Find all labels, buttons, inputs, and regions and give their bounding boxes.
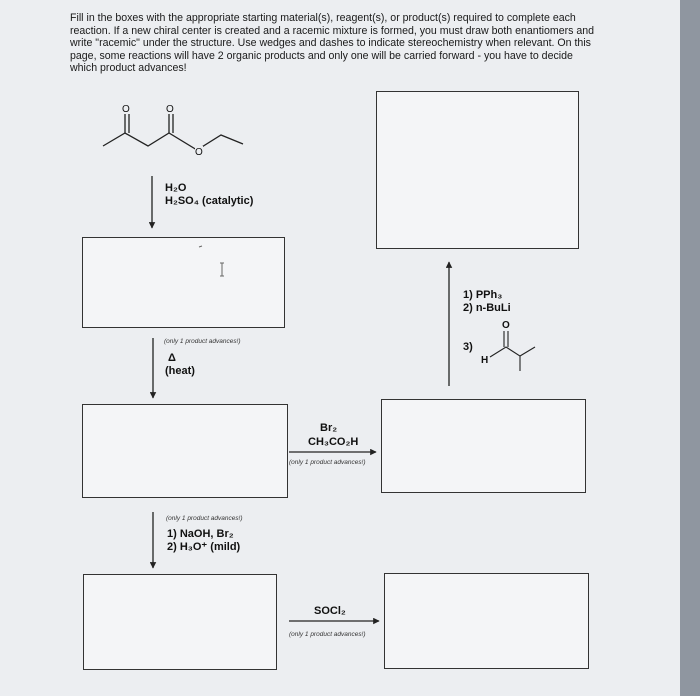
step1-reagent-line2: H₂SO₄ (catalytic) (165, 195, 254, 207)
step4-reagent-line1: Br₂ (320, 422, 338, 434)
step6-reagent-line3: 3) (463, 341, 473, 353)
atom-aldehyde-h: H (481, 355, 489, 366)
atom-ester-o: O (195, 147, 203, 158)
step1-reagent-line1: H₂O (165, 182, 187, 194)
step6-reagent-line1: 1) PPh₃ (463, 289, 503, 301)
step2-reagent-line2: (heat) (165, 365, 195, 377)
instructions-text: Fill in the boxes with the appropriate starting material(s), reagent(s), or product(s) required to complete each reaction. If a new chiral center is created and a racemic mixture is formed, you must draw both enantiomers and write "racemic" under the structure. Use wedges and dashes to indicate stereochemistry when relevant. On this page, some reactions will have 2 organic products and only one will be carried forward - you have to decide which product advances! (70, 12, 595, 75)
step3-reagent-line1: 1) NaOH, Br₂ (167, 528, 234, 540)
step6-reagent-line2: 2) n-BuLi (463, 302, 511, 314)
step4-reagent-line2: CH₃CO₂H (308, 436, 359, 448)
step3-reagent-line2: 2) H₃O⁺ (mild) (167, 541, 241, 553)
atom-carbonyl-o-1: O (122, 104, 130, 115)
step2-note: (only 1 product advances!) (164, 338, 241, 345)
pencil-mark (199, 246, 224, 276)
step4-note: (only 1 product advances!) (289, 459, 366, 466)
atom-aldehyde-o: O (502, 320, 510, 331)
step5-reagent-line1: SOCl₂ (314, 605, 346, 617)
step3-note: (only 1 product advances!) (166, 515, 243, 522)
step5-note: (only 1 product advances!) (289, 631, 366, 638)
aldehyde-bonds (490, 331, 535, 371)
starting-material-bonds (103, 114, 243, 150)
atom-carbonyl-o-2: O (166, 104, 174, 115)
step2-reagent-line1: Δ (168, 352, 176, 364)
